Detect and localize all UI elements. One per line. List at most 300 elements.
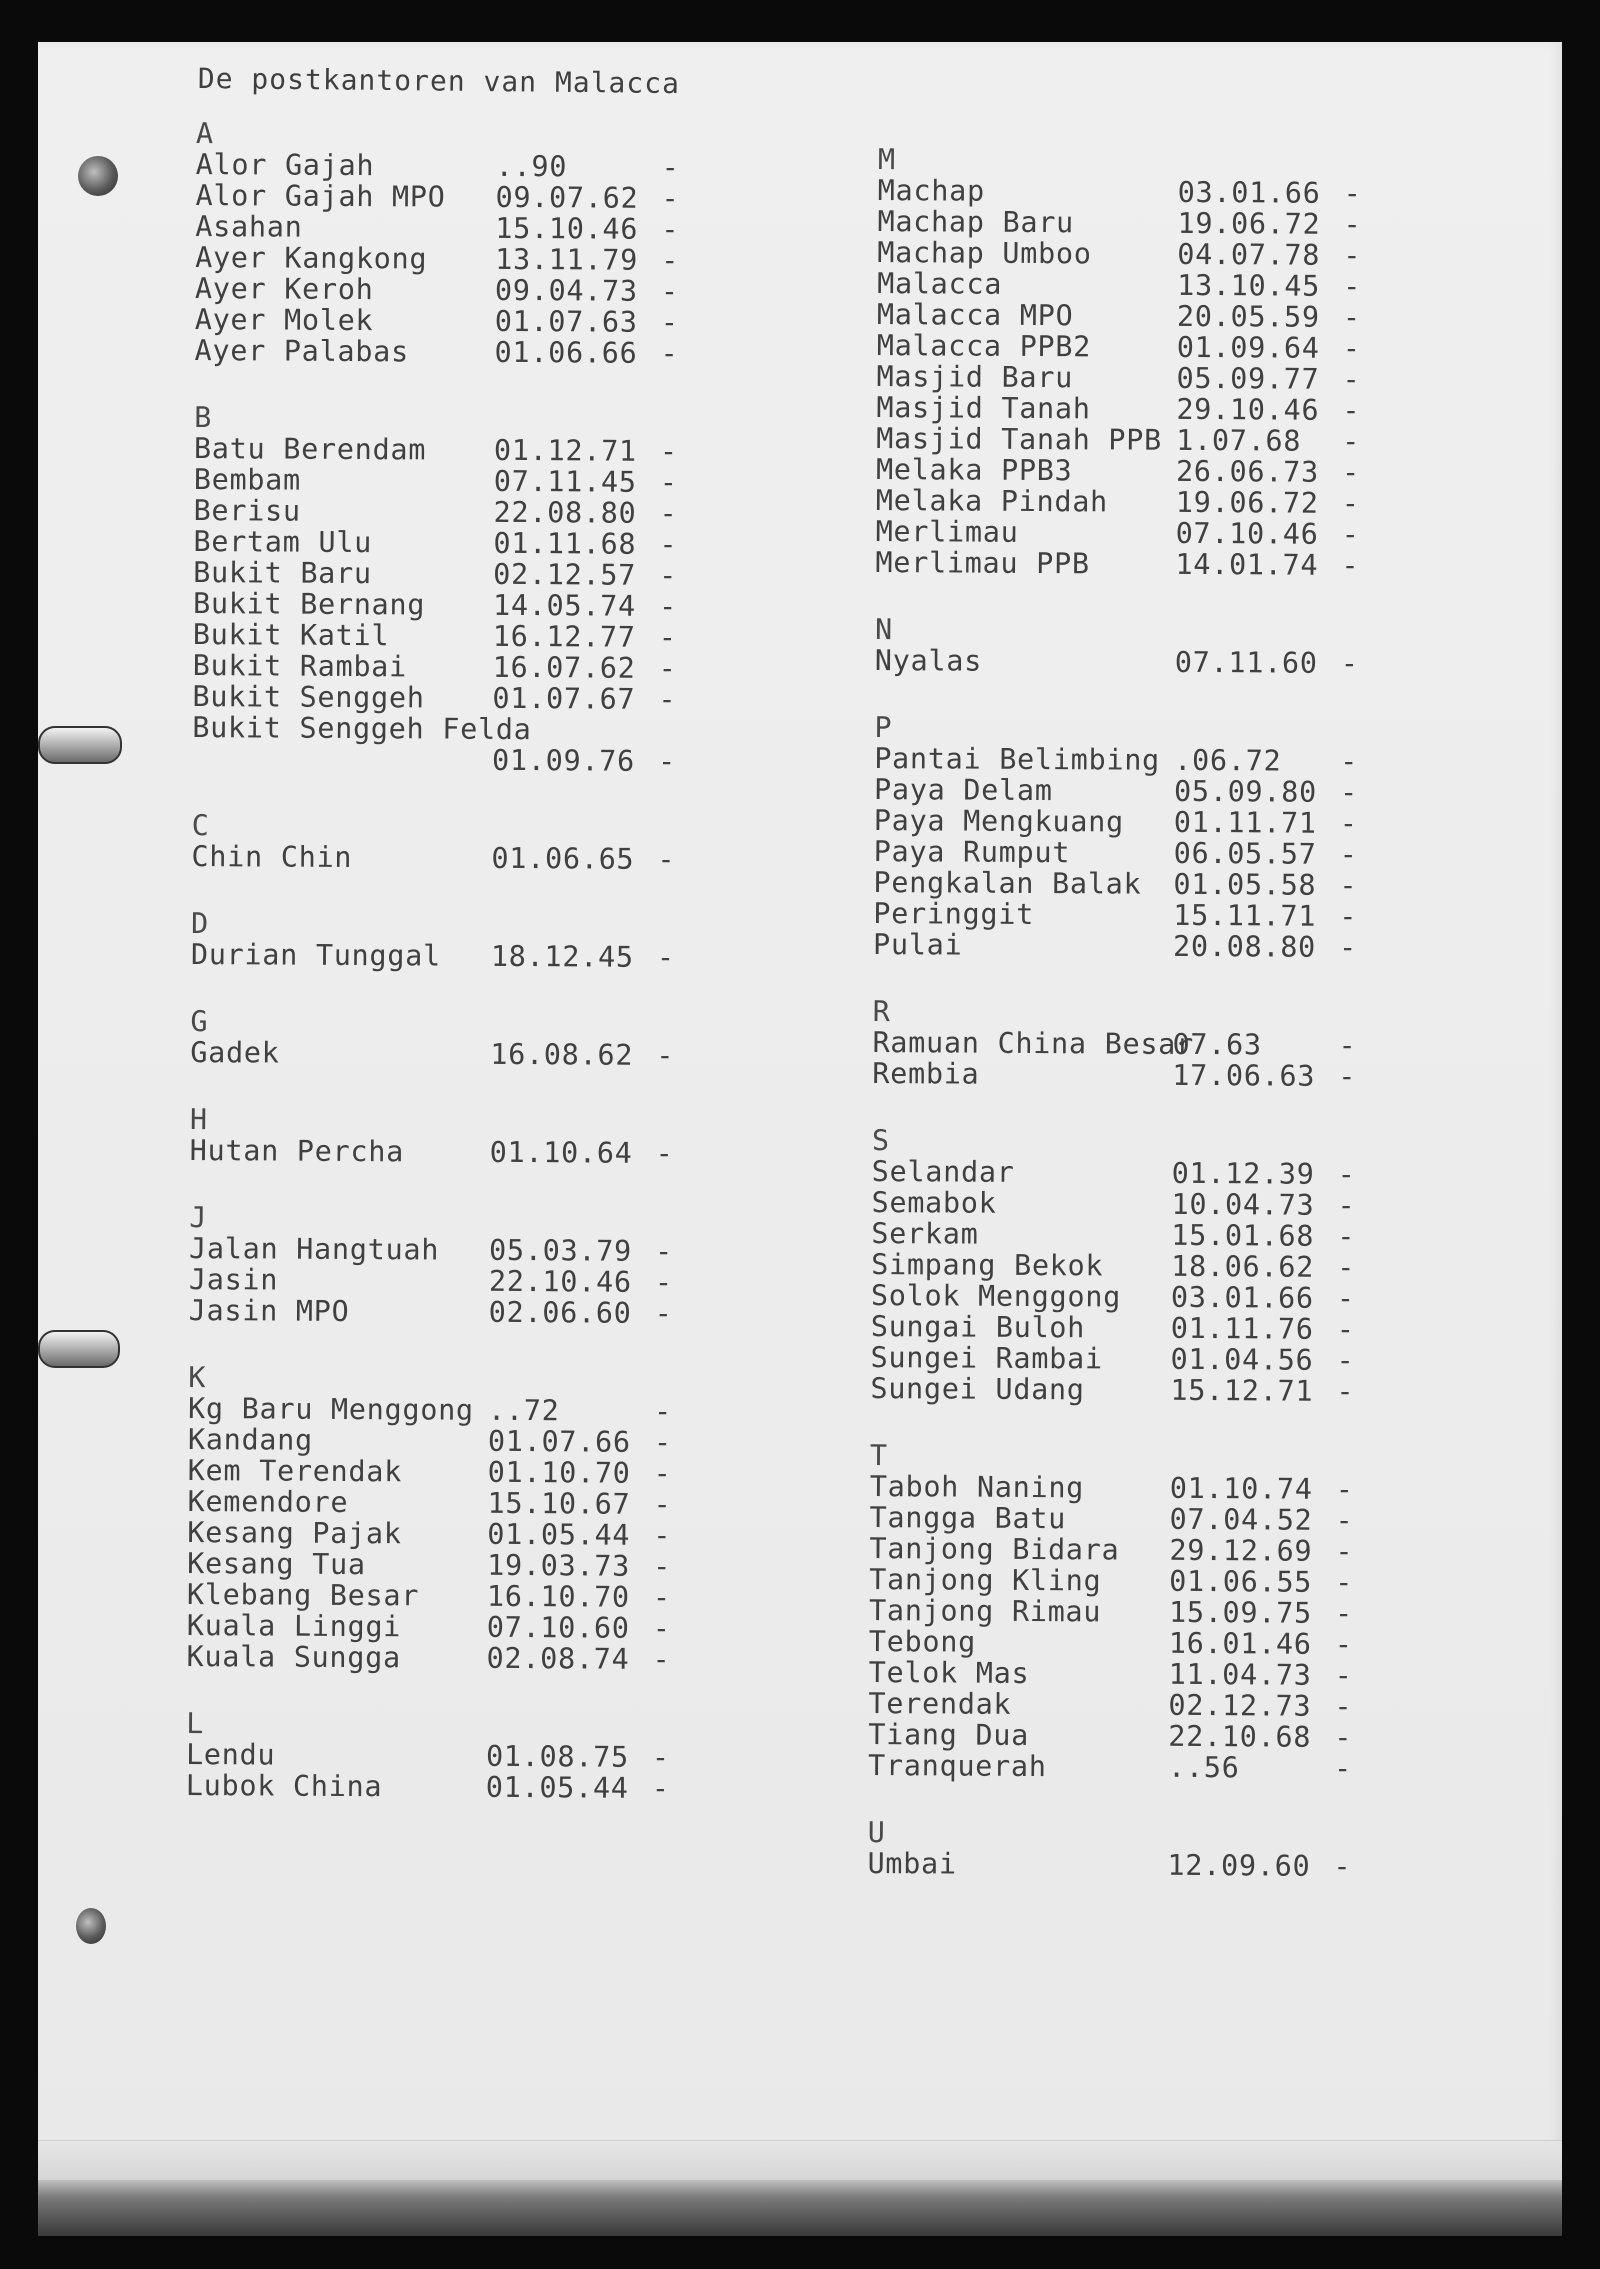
opening-date: 01.06.65 <box>491 841 635 876</box>
post-office-name: Batu Berendam <box>193 431 427 467</box>
post-office-entry <box>869 1626 1369 1660</box>
post-office-name: Kem Terendak <box>187 1453 403 1489</box>
entry-dash: - <box>1337 1219 1356 1253</box>
post-office-entry <box>872 1027 1372 1061</box>
post-office-name: Tanjong Kling <box>869 1562 1102 1598</box>
opening-date: 16.08.62 <box>490 1037 634 1072</box>
entry-dash: - <box>1342 331 1361 365</box>
entry-dash: - <box>1343 207 1362 241</box>
post-office-name: Peringgit <box>873 896 1035 931</box>
post-office-entry <box>870 1342 1370 1376</box>
post-office-entry <box>869 1533 1369 1567</box>
entry-dash: - <box>1343 176 1362 210</box>
section-letter: P <box>874 710 892 745</box>
opening-date: 14.01.74 <box>1175 547 1319 582</box>
entry-dash: - <box>656 1038 675 1072</box>
post-office-entry <box>876 423 1376 457</box>
post-office-entry <box>873 898 1373 932</box>
post-office-entry <box>195 273 695 307</box>
opening-date: 20.05.59 <box>1176 299 1320 334</box>
entry-dash: - <box>654 1234 674 1268</box>
entry-dash: - <box>655 1136 674 1170</box>
entry-dash: - <box>658 589 677 623</box>
opening-date: 02.12.57 <box>493 557 637 592</box>
post-office-entry <box>195 180 695 214</box>
post-office-name: Tanjong Bidara <box>869 1531 1120 1567</box>
post-office-name: Malacca PPB2 <box>876 328 1092 364</box>
post-office-entry <box>876 516 1376 550</box>
opening-date: 01.05.44 <box>485 1770 629 1805</box>
letter-section <box>187 1362 689 1675</box>
post-office-name: Bukit Senggeh <box>192 679 425 715</box>
letter-section <box>194 118 696 369</box>
post-office-entry <box>877 330 1377 364</box>
letter-section <box>190 1006 690 1071</box>
opening-date: 29.12.69 <box>1169 1533 1313 1568</box>
post-office-entry <box>194 433 694 467</box>
post-office-name: Alor Gajah <box>195 147 375 183</box>
opening-date: 15.01.68 <box>1171 1218 1315 1253</box>
opening-date: ..90 <box>495 149 568 184</box>
entry-dash: - <box>660 305 679 339</box>
opening-date: 09.04.73 <box>494 273 638 308</box>
entry-dash: - <box>659 465 678 499</box>
opening-date: 22.10.46 <box>488 1264 632 1299</box>
post-office-name: Jasin <box>188 1262 279 1297</box>
post-office-name: Jasin MPO <box>188 1293 350 1328</box>
post-office-name: Sungai Buloh <box>870 1309 1086 1345</box>
entry-dash: - <box>657 842 676 876</box>
post-office-name: Tranquerah <box>867 1748 1047 1784</box>
post-office-name: Paya Mengkuang <box>873 803 1124 839</box>
post-office-name: Klebang Besar <box>186 1577 420 1613</box>
post-office-entry <box>876 361 1376 395</box>
post-office-entry <box>187 1579 687 1613</box>
entry-dash: - <box>1342 362 1361 396</box>
section-letter: D <box>190 906 209 941</box>
opening-date: 01.10.74 <box>1169 1471 1313 1506</box>
opening-date: 19.03.73 <box>487 1548 631 1583</box>
post-office-name: Simpang Bekok <box>871 1247 1104 1283</box>
entry-dash: - <box>651 1740 670 1774</box>
post-office-entry <box>876 454 1376 488</box>
post-office-name: Bukit Katil <box>192 617 390 653</box>
post-office-name: Masjid Tanah PPB <box>876 421 1163 457</box>
opening-date: 18.06.62 <box>1171 1249 1315 1284</box>
opening-date: 07.10.60 <box>486 1610 630 1645</box>
post-office-name: Bertam Ulu <box>193 524 373 560</box>
entry-dash: - <box>1337 1157 1356 1191</box>
entry-dash: - <box>1341 548 1360 582</box>
post-office-name: Masjid Tanah <box>876 390 1091 426</box>
opening-date: 19.06.72 <box>1175 485 1319 520</box>
entry-dash: - <box>1341 486 1360 520</box>
post-office-name: Tiang Dua <box>868 1717 1030 1752</box>
letter-section <box>189 1202 690 1329</box>
post-office-entry <box>196 149 696 183</box>
post-office-entry <box>187 1641 687 1675</box>
opening-date: 16.10.70 <box>486 1579 630 1614</box>
post-office-name: Berisu <box>193 493 301 528</box>
post-office-name: Bembam <box>193 462 302 497</box>
post-office-entry <box>186 1770 686 1804</box>
post-office-entry <box>189 1264 689 1298</box>
entry-dash: - <box>652 1580 671 1614</box>
entry-dash: - <box>658 682 677 716</box>
post-office-name: Malacca <box>877 266 1003 301</box>
opening-date: 01.12.39 <box>1171 1156 1315 1191</box>
opening-date: ..56 <box>1167 1750 1240 1785</box>
section-letter: K <box>188 1360 206 1395</box>
post-office-entry <box>873 929 1373 963</box>
post-office-entry <box>195 304 695 338</box>
post-office-entry <box>187 1548 687 1582</box>
post-office-entry <box>195 211 695 245</box>
post-office-name: Taboh Naning <box>869 1469 1085 1505</box>
letter-section <box>870 1125 1372 1407</box>
post-office-name: Paya Delam <box>873 772 1053 808</box>
entry-dash: - <box>1337 1188 1356 1222</box>
post-office-name: Merlimau <box>875 514 1019 549</box>
post-office-entry <box>187 1610 687 1644</box>
post-office-name: Chin Chin <box>191 839 353 874</box>
opening-date: 07.11.60 <box>1174 645 1318 680</box>
binder-ring-upper <box>38 726 122 764</box>
opening-date: 01.07.66 <box>487 1424 631 1459</box>
post-office-entry <box>871 1218 1371 1252</box>
post-office-entry <box>191 841 691 875</box>
post-office-name: Paya Rumput <box>873 834 1071 870</box>
section-letter: G <box>190 1004 208 1039</box>
post-office-name: Asahan <box>195 209 303 244</box>
post-office-entry <box>869 1564 1369 1598</box>
post-office-name: Telok Mas <box>868 1655 1030 1690</box>
post-office-name: Kandang <box>187 1422 314 1457</box>
post-office-entry <box>876 485 1376 519</box>
post-office-name: Machap Baru <box>877 204 1075 240</box>
entry-dash: - <box>1335 1534 1354 1568</box>
opening-date: 13.11.79 <box>495 242 639 277</box>
entry-dash: - <box>653 1425 672 1459</box>
opening-date: 09.07.62 <box>495 180 639 215</box>
post-office-entry <box>870 1373 1370 1407</box>
post-office-name: Tebong <box>868 1624 977 1659</box>
post-office-entry <box>874 774 1374 808</box>
post-office-entry <box>189 1233 689 1267</box>
entry-dash: - <box>1340 646 1359 680</box>
entry-dash: - <box>651 1771 670 1805</box>
post-office-name: Terendak <box>868 1686 1012 1721</box>
post-office-entry <box>873 867 1373 901</box>
opening-date: 02.12.73 <box>1168 1688 1312 1723</box>
entry-dash: - <box>1333 1751 1353 1785</box>
entry-dash: - <box>657 744 677 778</box>
post-office-name: Serkam <box>871 1216 979 1251</box>
entry-dash: - <box>1336 1343 1355 1377</box>
post-office-name: Bukit Baru <box>193 555 372 591</box>
post-office-name: Selandar <box>871 1154 1015 1189</box>
opening-date: 16.01.46 <box>1168 1626 1312 1661</box>
post-office-entry <box>875 547 1375 581</box>
post-office-name: Pulai <box>873 927 963 962</box>
opening-date: 07.10.46 <box>1175 516 1319 551</box>
opening-date: 14.05.74 <box>492 588 637 623</box>
opening-date: 01.10.70 <box>487 1455 631 1490</box>
left-column <box>185 118 695 1840</box>
post-office-name: Hutan Percha <box>189 1133 405 1169</box>
post-office-entry <box>869 1657 1369 1691</box>
post-office-entry <box>867 1848 1367 1882</box>
entry-dash: - <box>1339 930 1358 964</box>
post-office-name: Lubok China <box>185 1768 383 1804</box>
entry-dash: - <box>659 434 678 468</box>
post-office-entry <box>870 1471 1370 1505</box>
post-office-name: Ayer Palabas <box>194 333 409 369</box>
entry-dash: - <box>1343 269 1362 303</box>
entry-dash: - <box>1336 1281 1355 1315</box>
post-office-entry <box>876 392 1376 426</box>
entry-dash: - <box>1339 775 1359 809</box>
opening-date: 12.09.60 <box>1167 1848 1311 1883</box>
opening-date: 04.07.78 <box>1177 237 1321 272</box>
post-office-name: Melaka Pindah <box>875 483 1109 519</box>
post-office-entry <box>877 237 1377 271</box>
entry-dash: - <box>1339 868 1358 902</box>
letter-section <box>873 712 1375 963</box>
right-column <box>867 144 1378 1918</box>
opening-date: 15.12.71 <box>1170 1373 1314 1408</box>
entry-dash: - <box>653 1549 672 1583</box>
entry-dash: - <box>1334 1658 1353 1692</box>
opening-date: 15.10.46 <box>495 211 639 246</box>
opening-date: 22.10.68 <box>1168 1719 1312 1754</box>
post-office-entry <box>188 1424 688 1458</box>
post-office-entry <box>191 939 691 973</box>
opening-date: 13.10.45 <box>1177 268 1321 303</box>
opening-date: 05.09.80 <box>1173 774 1318 809</box>
entry-dash: - <box>1338 1059 1357 1093</box>
opening-date: 15.09.75 <box>1168 1595 1313 1630</box>
post-office-entry <box>874 836 1374 870</box>
opening-date: 01.07.67 <box>492 681 636 716</box>
opening-date: 01.05.58 <box>1173 867 1317 902</box>
post-office-entry <box>193 557 693 591</box>
post-office-entry <box>186 1739 686 1773</box>
opening-date: 02.08.74 <box>486 1641 630 1676</box>
letter-section <box>867 1817 1367 1882</box>
letter-section <box>868 1440 1370 1784</box>
entry-dash: - <box>1333 1849 1352 1883</box>
entry-dash: - <box>1342 393 1361 427</box>
opening-date: 22.08.80 <box>493 495 637 530</box>
post-office-entry <box>189 1295 689 1329</box>
opening-date: 01.04.56 <box>1170 1342 1314 1377</box>
post-office-entry <box>874 805 1374 839</box>
post-office-name: Kuala Linggi <box>186 1608 402 1644</box>
entry-dash: - <box>1334 1596 1353 1630</box>
opening-date: 11.04.73 <box>1168 1657 1312 1692</box>
post-office-name: Kesang Pajak <box>187 1515 402 1551</box>
opening-date: 03.01.66 <box>1170 1280 1314 1315</box>
opening-date: 01.06.66 <box>494 335 638 370</box>
opening-date: 07.04.52 <box>1169 1502 1313 1537</box>
entry-dash: - <box>1343 238 1362 272</box>
post-office-name: Bukit Bernang <box>192 586 426 622</box>
post-office-entry <box>870 1502 1370 1536</box>
entry-dash: - <box>1339 899 1358 933</box>
entry-dash: - <box>652 1611 671 1645</box>
section-letter: L <box>186 1706 204 1741</box>
opening-date: 10.04.73 <box>1171 1187 1315 1222</box>
section-letter: S <box>871 1123 890 1158</box>
opening-date: 01.09.76 <box>491 743 636 778</box>
section-letter: J <box>189 1200 207 1235</box>
post-office-name: Sungei Udang <box>870 1371 1085 1407</box>
post-office-name: Pengkalan Balak <box>873 865 1142 901</box>
punch-hole-bottom <box>76 1908 106 1944</box>
post-office-entry <box>871 1311 1371 1345</box>
post-office-name: Kg Baru Menggong <box>188 1391 474 1427</box>
entry-dash: - <box>1335 1503 1354 1537</box>
entry-dash: - <box>1335 1472 1354 1506</box>
section-letter: T <box>869 1438 888 1473</box>
entry-dash: - <box>661 212 680 246</box>
entry-dash: - <box>660 274 679 308</box>
opening-date: 1.07.68 <box>1176 423 1302 458</box>
post-office-name: Solok Menggong <box>870 1278 1122 1314</box>
post-office-name: Machap Umboo <box>877 235 1092 271</box>
post-office-entry <box>877 206 1377 240</box>
opening-date: 15.11.71 <box>1173 898 1317 933</box>
post-office-entry <box>192 712 692 777</box>
post-office-entry <box>868 1688 1368 1722</box>
post-office-entry <box>868 1750 1368 1784</box>
page-stack-edge <box>38 2140 1562 2183</box>
post-office-name: Gadek <box>190 1035 280 1070</box>
entry-dash: - <box>659 496 678 530</box>
entry-dash: - <box>653 1518 672 1552</box>
post-office-entry <box>871 1187 1371 1221</box>
post-office-entry <box>188 1455 688 1489</box>
opening-date: .06.72 <box>1174 743 1282 778</box>
post-office-name: Bukit Senggeh Felda <box>192 710 532 747</box>
letter-section <box>875 144 1378 581</box>
post-office-name: Nyalas <box>874 643 983 678</box>
opening-date: 02.06.60 <box>488 1295 632 1330</box>
opening-date: 01.11.68 <box>493 526 637 561</box>
entry-dash: - <box>1341 455 1360 489</box>
post-office-name: Ramuan China Besar <box>872 1025 1195 1061</box>
entry-dash: - <box>1342 424 1361 458</box>
entry-dash: - <box>659 527 678 561</box>
opening-date: 01.06.55 <box>1169 1564 1313 1599</box>
post-office-entry <box>192 681 692 715</box>
letter-section <box>875 614 1375 679</box>
entry-dash: - <box>659 558 678 592</box>
post-office-name: Ayer Kangkong <box>195 240 428 276</box>
letter-section <box>191 810 691 875</box>
entry-dash: - <box>1334 1720 1353 1754</box>
post-office-name: Bukit Rambai <box>192 648 408 684</box>
entry-dash: - <box>656 940 675 974</box>
opening-date: 16.12.77 <box>492 619 636 654</box>
section-letter: C <box>191 808 209 843</box>
post-office-name: Lendu <box>185 1737 276 1772</box>
entry-dash: - <box>652 1642 671 1676</box>
opening-date: 19.06.72 <box>1177 206 1321 241</box>
post-office-name: Umbai <box>867 1846 957 1881</box>
post-office-entry <box>877 299 1377 333</box>
post-office-name: Malacca MPO <box>876 297 1074 333</box>
post-office-entry <box>187 1517 687 1551</box>
entry-dash: - <box>1340 744 1359 778</box>
section-letter: N <box>874 612 893 647</box>
letter-section <box>190 1104 690 1169</box>
opening-date: 05.09.77 <box>1176 361 1320 396</box>
opening-date: 06.05.57 <box>1173 836 1317 871</box>
opening-date: 18.12.45 <box>490 939 634 974</box>
post-office-name: Jalan Hangtuah <box>188 1231 440 1267</box>
post-office-entry <box>193 619 693 653</box>
entry-dash: - <box>654 1265 673 1299</box>
entry-dash: - <box>653 1487 672 1521</box>
post-office-name: Rembia <box>872 1056 980 1091</box>
post-office-entry <box>190 1135 690 1169</box>
post-office-name: Merlimau PPB <box>875 545 1090 581</box>
post-office-name: Alor Gajah MPO <box>195 178 446 214</box>
post-office-entry <box>193 650 693 684</box>
post-office-entry <box>190 1037 690 1071</box>
section-letter: U <box>867 1815 885 1850</box>
entry-dash: - <box>658 620 677 654</box>
opening-date: 01.11.76 <box>1170 1311 1314 1346</box>
opening-date: 07.11.45 <box>493 464 637 499</box>
post-office-entry <box>874 743 1374 777</box>
opening-date: 03.01.66 <box>1177 175 1321 210</box>
post-office-entry <box>187 1486 687 1520</box>
opening-date: 07.63 <box>1172 1027 1262 1062</box>
post-office-entry <box>194 495 694 529</box>
entry-dash: - <box>1335 1565 1354 1599</box>
entry-dash: - <box>1337 1250 1356 1284</box>
opening-date: 01.11.71 <box>1173 805 1317 840</box>
section-letter: B <box>194 400 212 435</box>
opening-date: 26.06.73 <box>1175 454 1319 489</box>
opening-date: 05.03.79 <box>488 1233 633 1268</box>
letter-section <box>186 1708 687 1804</box>
section-letter: M <box>877 143 896 177</box>
section-letter: R <box>872 994 890 1029</box>
post-office-name: Durian Tunggal <box>190 937 442 973</box>
letter-section <box>872 996 1373 1092</box>
post-office-entry <box>188 1393 688 1427</box>
post-office-entry <box>194 464 694 498</box>
opening-date: 01.07.63 <box>494 304 638 339</box>
entry-dash: - <box>1336 1374 1355 1408</box>
opening-date: 20.08.80 <box>1173 929 1317 964</box>
post-office-entry <box>194 335 694 369</box>
entry-dash: - <box>654 1296 673 1330</box>
punch-hole-top <box>78 156 118 196</box>
post-office-name: Kesang Tua <box>187 1546 366 1582</box>
post-office-name: Sungei Rambai <box>870 1340 1103 1376</box>
opening-date: 16.07.62 <box>492 650 636 685</box>
post-office-entry <box>195 242 695 276</box>
post-office-entry <box>871 1280 1371 1314</box>
post-office-name: Kuala Sungga <box>186 1639 402 1675</box>
entry-dash: - <box>1342 300 1361 334</box>
post-office-name: Melaka PPB3 <box>875 452 1073 488</box>
